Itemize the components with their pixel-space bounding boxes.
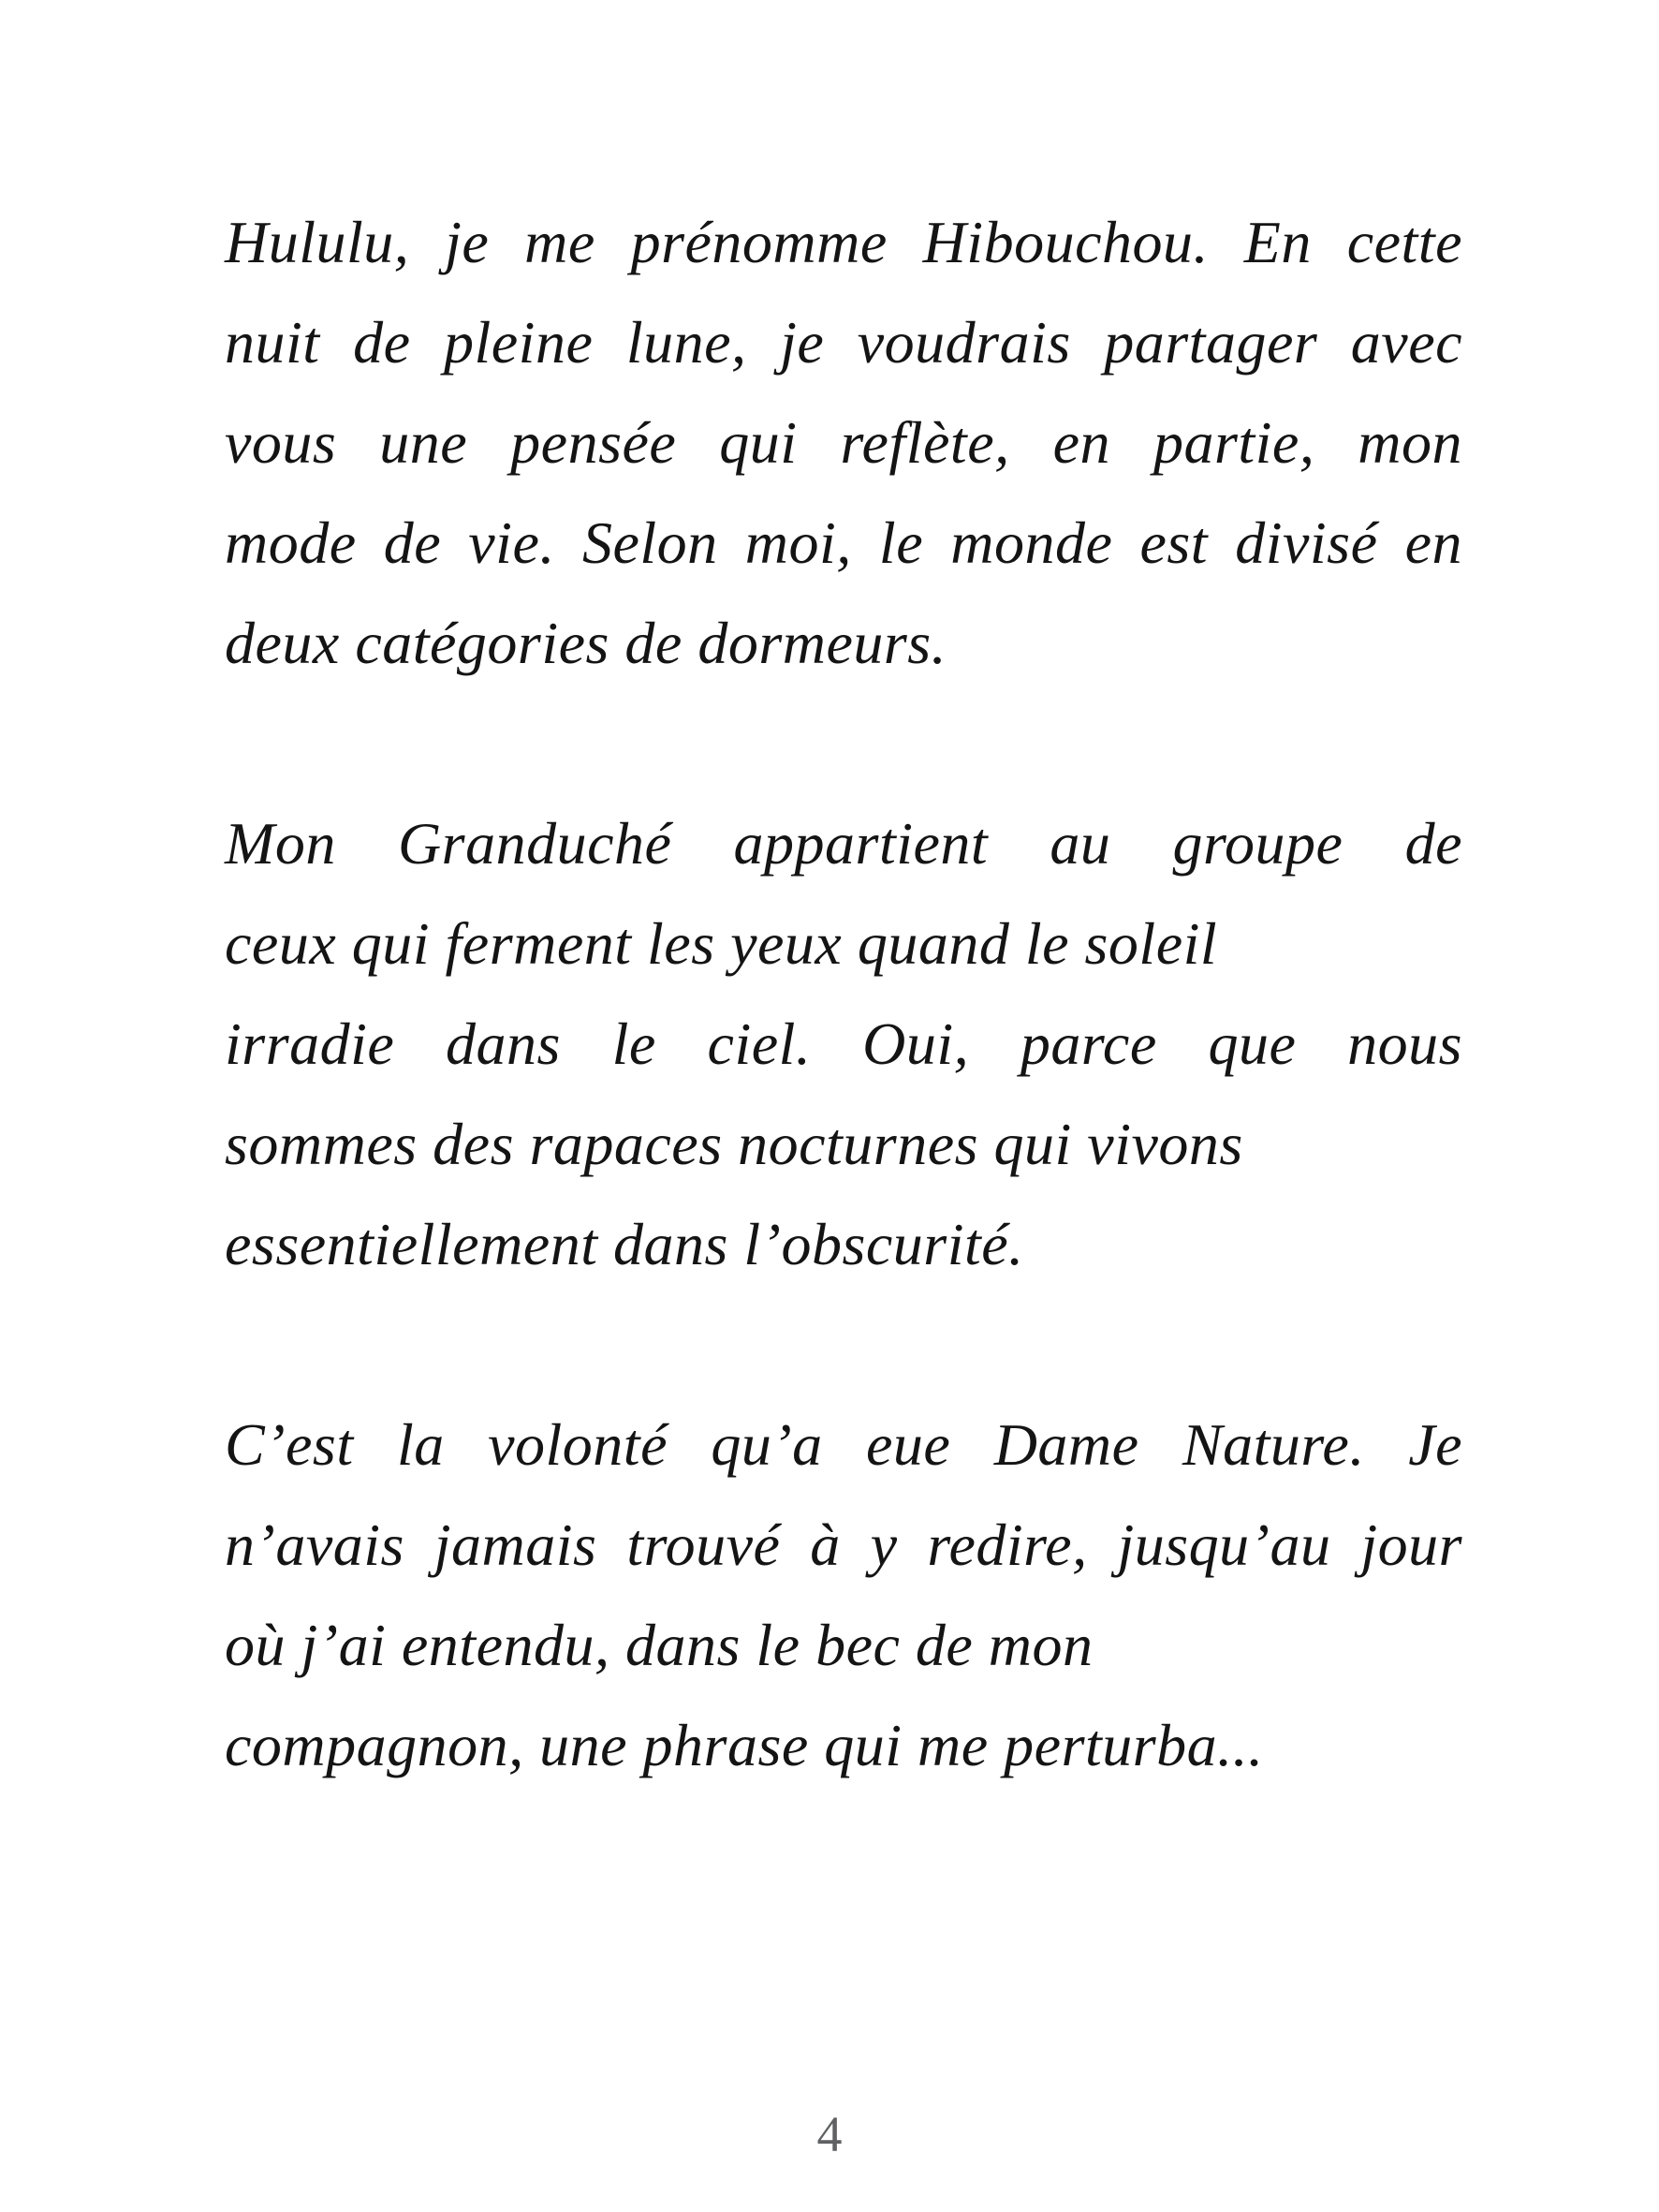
text-line: Mon Granduché appartient au groupe de [225, 810, 1462, 877]
text-line: ceux qui ferment les yeux quand le soleil [225, 910, 1218, 977]
text-line: irradie dans le ciel. Oui, parce que nous [225, 1010, 1462, 1077]
paragraph [225, 1394, 1462, 1795]
book-page-text [225, 192, 1462, 1795]
paragraph [225, 793, 1462, 1294]
text-line: n’avais jamais trouvé à y redire, jusqu’au jour [225, 1512, 1462, 1578]
text-line: Hululu, je me prénomme Hibouchou. En cette [225, 209, 1462, 275]
page-number: 4 [816, 2106, 843, 2162]
text-line: vous une pensée qui reflète, en partie, mon [225, 409, 1462, 476]
text-line: nuit de pleine lune, je voudrais partager avec [225, 309, 1462, 376]
text-line: C’est la volonté qu’a eue Dame Nature. Je [225, 1411, 1462, 1478]
text-line: où j’ai entendu, dans le bec de mon [225, 1612, 1094, 1678]
text-line: mode de vie. Selon moi, le monde est divisé en [225, 509, 1462, 576]
text-line: sommes des rapaces nocturnes qui vivons [225, 1111, 1243, 1177]
paragraph [225, 192, 1462, 693]
text-line: essentiellement dans l’obscurité. [225, 1211, 1024, 1277]
text-line: compagnon, une phrase qui me perturba... [225, 1712, 1264, 1778]
text-line: deux catégories de dormeurs. [225, 610, 947, 676]
